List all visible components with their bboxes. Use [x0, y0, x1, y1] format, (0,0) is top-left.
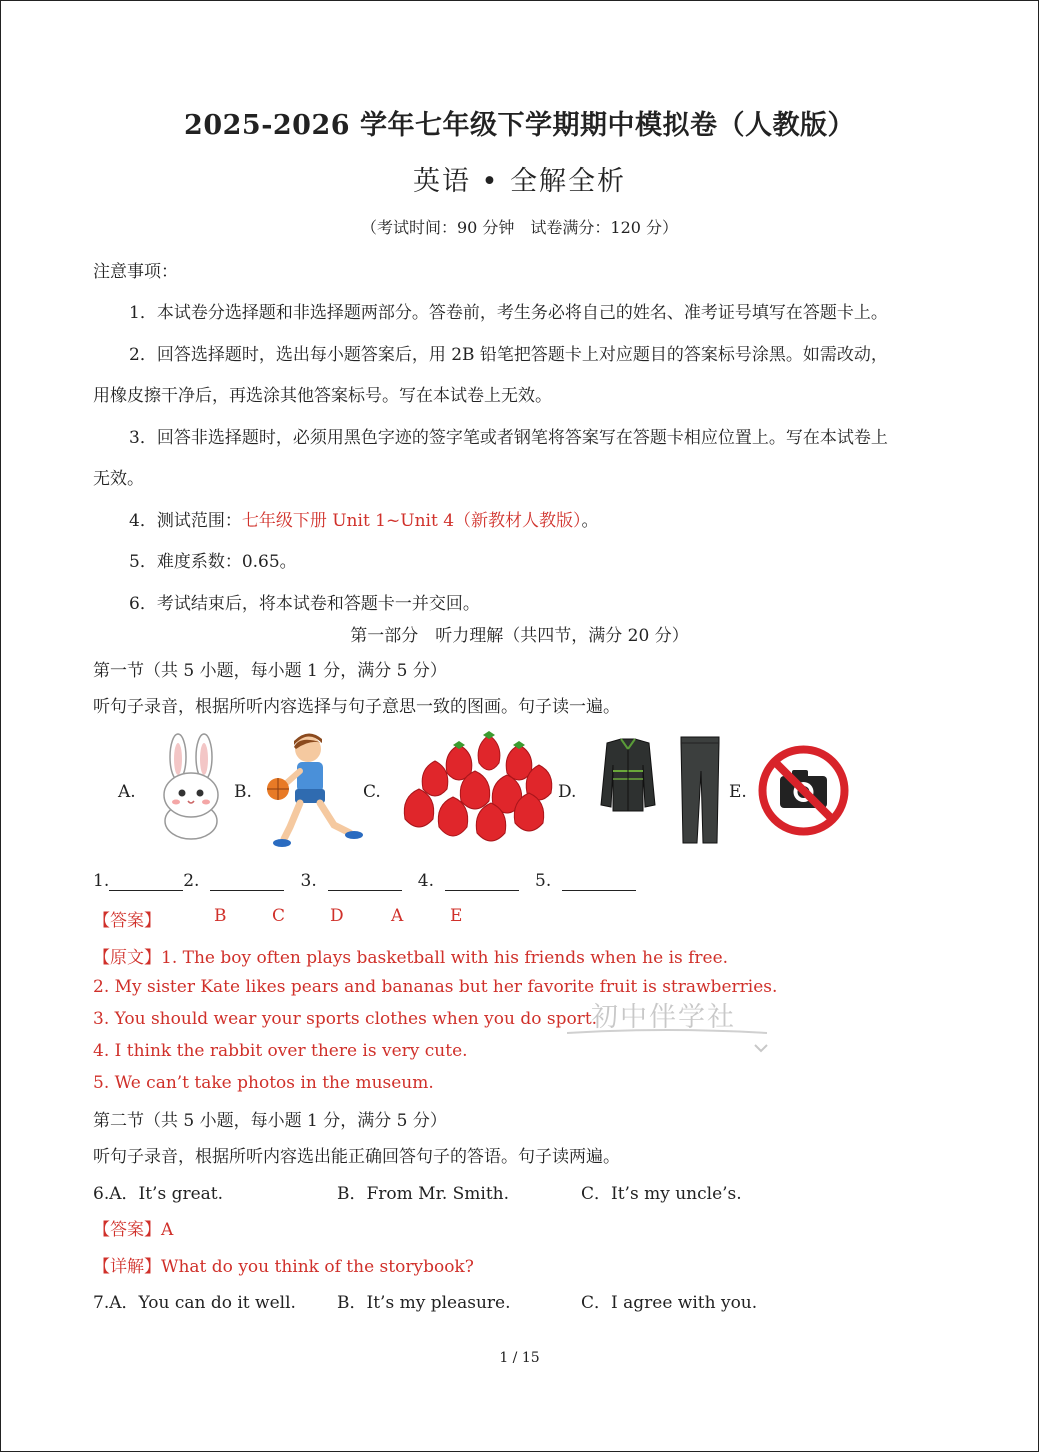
- answer-blank-5[interactable]: [562, 872, 636, 891]
- question-6-answer-tag: 【答案】: [93, 1220, 161, 1240]
- question-7-option-a[interactable]: A．You can do it well.: [109, 1293, 296, 1313]
- option-label-e: E.: [729, 782, 747, 802]
- answer-blank-3[interactable]: [328, 872, 402, 891]
- question-6-number: 6.: [93, 1184, 110, 1204]
- note-item-5: 5．难度系数：0.65。: [129, 552, 297, 572]
- blank-label-3: 3.: [300, 871, 317, 891]
- answer-1: B: [214, 906, 227, 926]
- note-item-4: [129, 506, 599, 531]
- page-subtitle: 英语 • 全解全析: [412, 166, 627, 197]
- question-6-detail-tag: 【详解】: [93, 1257, 161, 1277]
- basketball-boy-icon: [264, 729, 364, 851]
- test-scope: 七年级下册 Unit 1~Unit 4（新教材人教版）: [241, 511, 582, 531]
- transcript-tag: 【原文】: [93, 948, 161, 968]
- note-item-6: 6．考试结束后，将本试卷和答题卡一并交回。: [129, 594, 480, 614]
- watermark-underline: [567, 1027, 777, 1057]
- question-6-option-c[interactable]: C．It’s my uncle’s.: [581, 1184, 742, 1204]
- question-7-number: 7.: [93, 1293, 110, 1313]
- note-item-4-suffix: 。: [581, 511, 599, 531]
- note-item-2-line2: 用橡皮擦干净后，再选涂其他答案标号。写在本试卷上无效。: [93, 386, 552, 406]
- section2-heading: 第二节（共 5 小题，每小题 1 分，满分 5 分）: [93, 1111, 447, 1131]
- section1-heading: 第一节（共 5 小题，每小题 1 分，满分 5 分）: [93, 661, 447, 681]
- page-number: 1 / 15: [499, 1350, 540, 1366]
- page-title: 2025-2026 学年七年级下学期期中模拟卷（人教版）: [184, 110, 855, 141]
- question-6-option-b[interactable]: B．From Mr. Smith.: [337, 1184, 510, 1204]
- strawberries-icon: [399, 731, 559, 849]
- question-7-option-c[interactable]: C．I agree with you.: [581, 1293, 758, 1313]
- transcript-line-2: 2. My sister Kate likes pears and bananas but her favorite fruit is strawberries.: [93, 977, 778, 997]
- transcript-line-5: 5. We can’t take photos in the museum.: [93, 1073, 434, 1093]
- part1-heading: 第一部分 听力理解（共四节，满分 20 分）: [350, 626, 689, 646]
- option-label-d: D.: [558, 782, 577, 802]
- note-item-3-line1: 3．回答非选择题时，必须用黑色字迹的签字笔或者钢笔将答案写在答题卡相应位置上。写在本试卷上: [129, 428, 888, 448]
- rabbit-icon: [151, 733, 231, 843]
- blank-label-2: 2.: [183, 871, 200, 891]
- note-item-3-line2: 无效。: [93, 469, 144, 489]
- section2-instruction: 听句子录音，根据所听内容选出能正确回答句子的答语。句子读两遍。: [93, 1147, 620, 1167]
- question-6-answer-value: A: [161, 1220, 174, 1240]
- question-6-detail: [93, 1252, 474, 1277]
- no-photo-icon: [756, 743, 851, 838]
- answer-blank-2[interactable]: [210, 872, 284, 891]
- sports-clothes-icon: [591, 735, 741, 847]
- option-label-b: B.: [234, 782, 252, 802]
- note-item-1: 1．本试卷分选择题和非选择题两部分。答卷前，考生务必将自己的姓名、准考证号填写在答题卡上。: [129, 303, 888, 323]
- transcript-line-3: 3. You should wear your sports clothes when you do sport.: [93, 1009, 598, 1029]
- answer-3: D: [330, 906, 344, 926]
- answer-blank-4[interactable]: [445, 872, 519, 891]
- answer-2: C: [272, 906, 286, 926]
- transcript-line-4: 4. I think the rabbit over there is very cute.: [93, 1041, 468, 1061]
- question-7: [93, 1288, 296, 1313]
- question-6: [93, 1179, 223, 1204]
- answer-4: A: [391, 906, 404, 926]
- transcript-line-1: [93, 943, 728, 968]
- answer-blank-1[interactable]: [109, 872, 183, 891]
- watermark: 初中伴学社: [591, 1002, 736, 1033]
- option-label-a: A.: [118, 782, 136, 802]
- question-6-detail-text: What do you think of the storybook?: [161, 1257, 474, 1277]
- notes-heading: 注意事项：: [93, 262, 178, 282]
- exam-info: （考试时间：90 分钟 试卷满分：120 分）: [360, 218, 679, 237]
- answer-blanks-row: [93, 871, 636, 891]
- question-7-option-b[interactable]: B．It’s my pleasure.: [337, 1293, 511, 1313]
- answer-tag: 【答案】: [93, 911, 161, 931]
- question-6-answer: [93, 1215, 173, 1240]
- note-item-4-prefix: 4．测试范围：: [129, 511, 242, 531]
- answer-5: E: [450, 906, 463, 926]
- note-item-2-line1: 2．回答选择题时，选出每小题答案后，用 2B 铅笔把答题卡上对应题目的答案标号涂黑。如需改动，: [129, 345, 888, 365]
- option-label-c: C.: [363, 782, 381, 802]
- section1-instruction: 听句子录音，根据所听内容选择与句子意思一致的图画。句子读一遍。: [93, 697, 620, 717]
- blank-label-5: 5.: [535, 871, 552, 891]
- blank-label-4: 4.: [417, 871, 434, 891]
- blank-label-1: 1.: [93, 871, 110, 891]
- transcript-text-1: 1. The boy often plays basketball with his friends when he is free.: [161, 948, 729, 968]
- question-6-option-a[interactable]: A．It’s great.: [109, 1184, 224, 1204]
